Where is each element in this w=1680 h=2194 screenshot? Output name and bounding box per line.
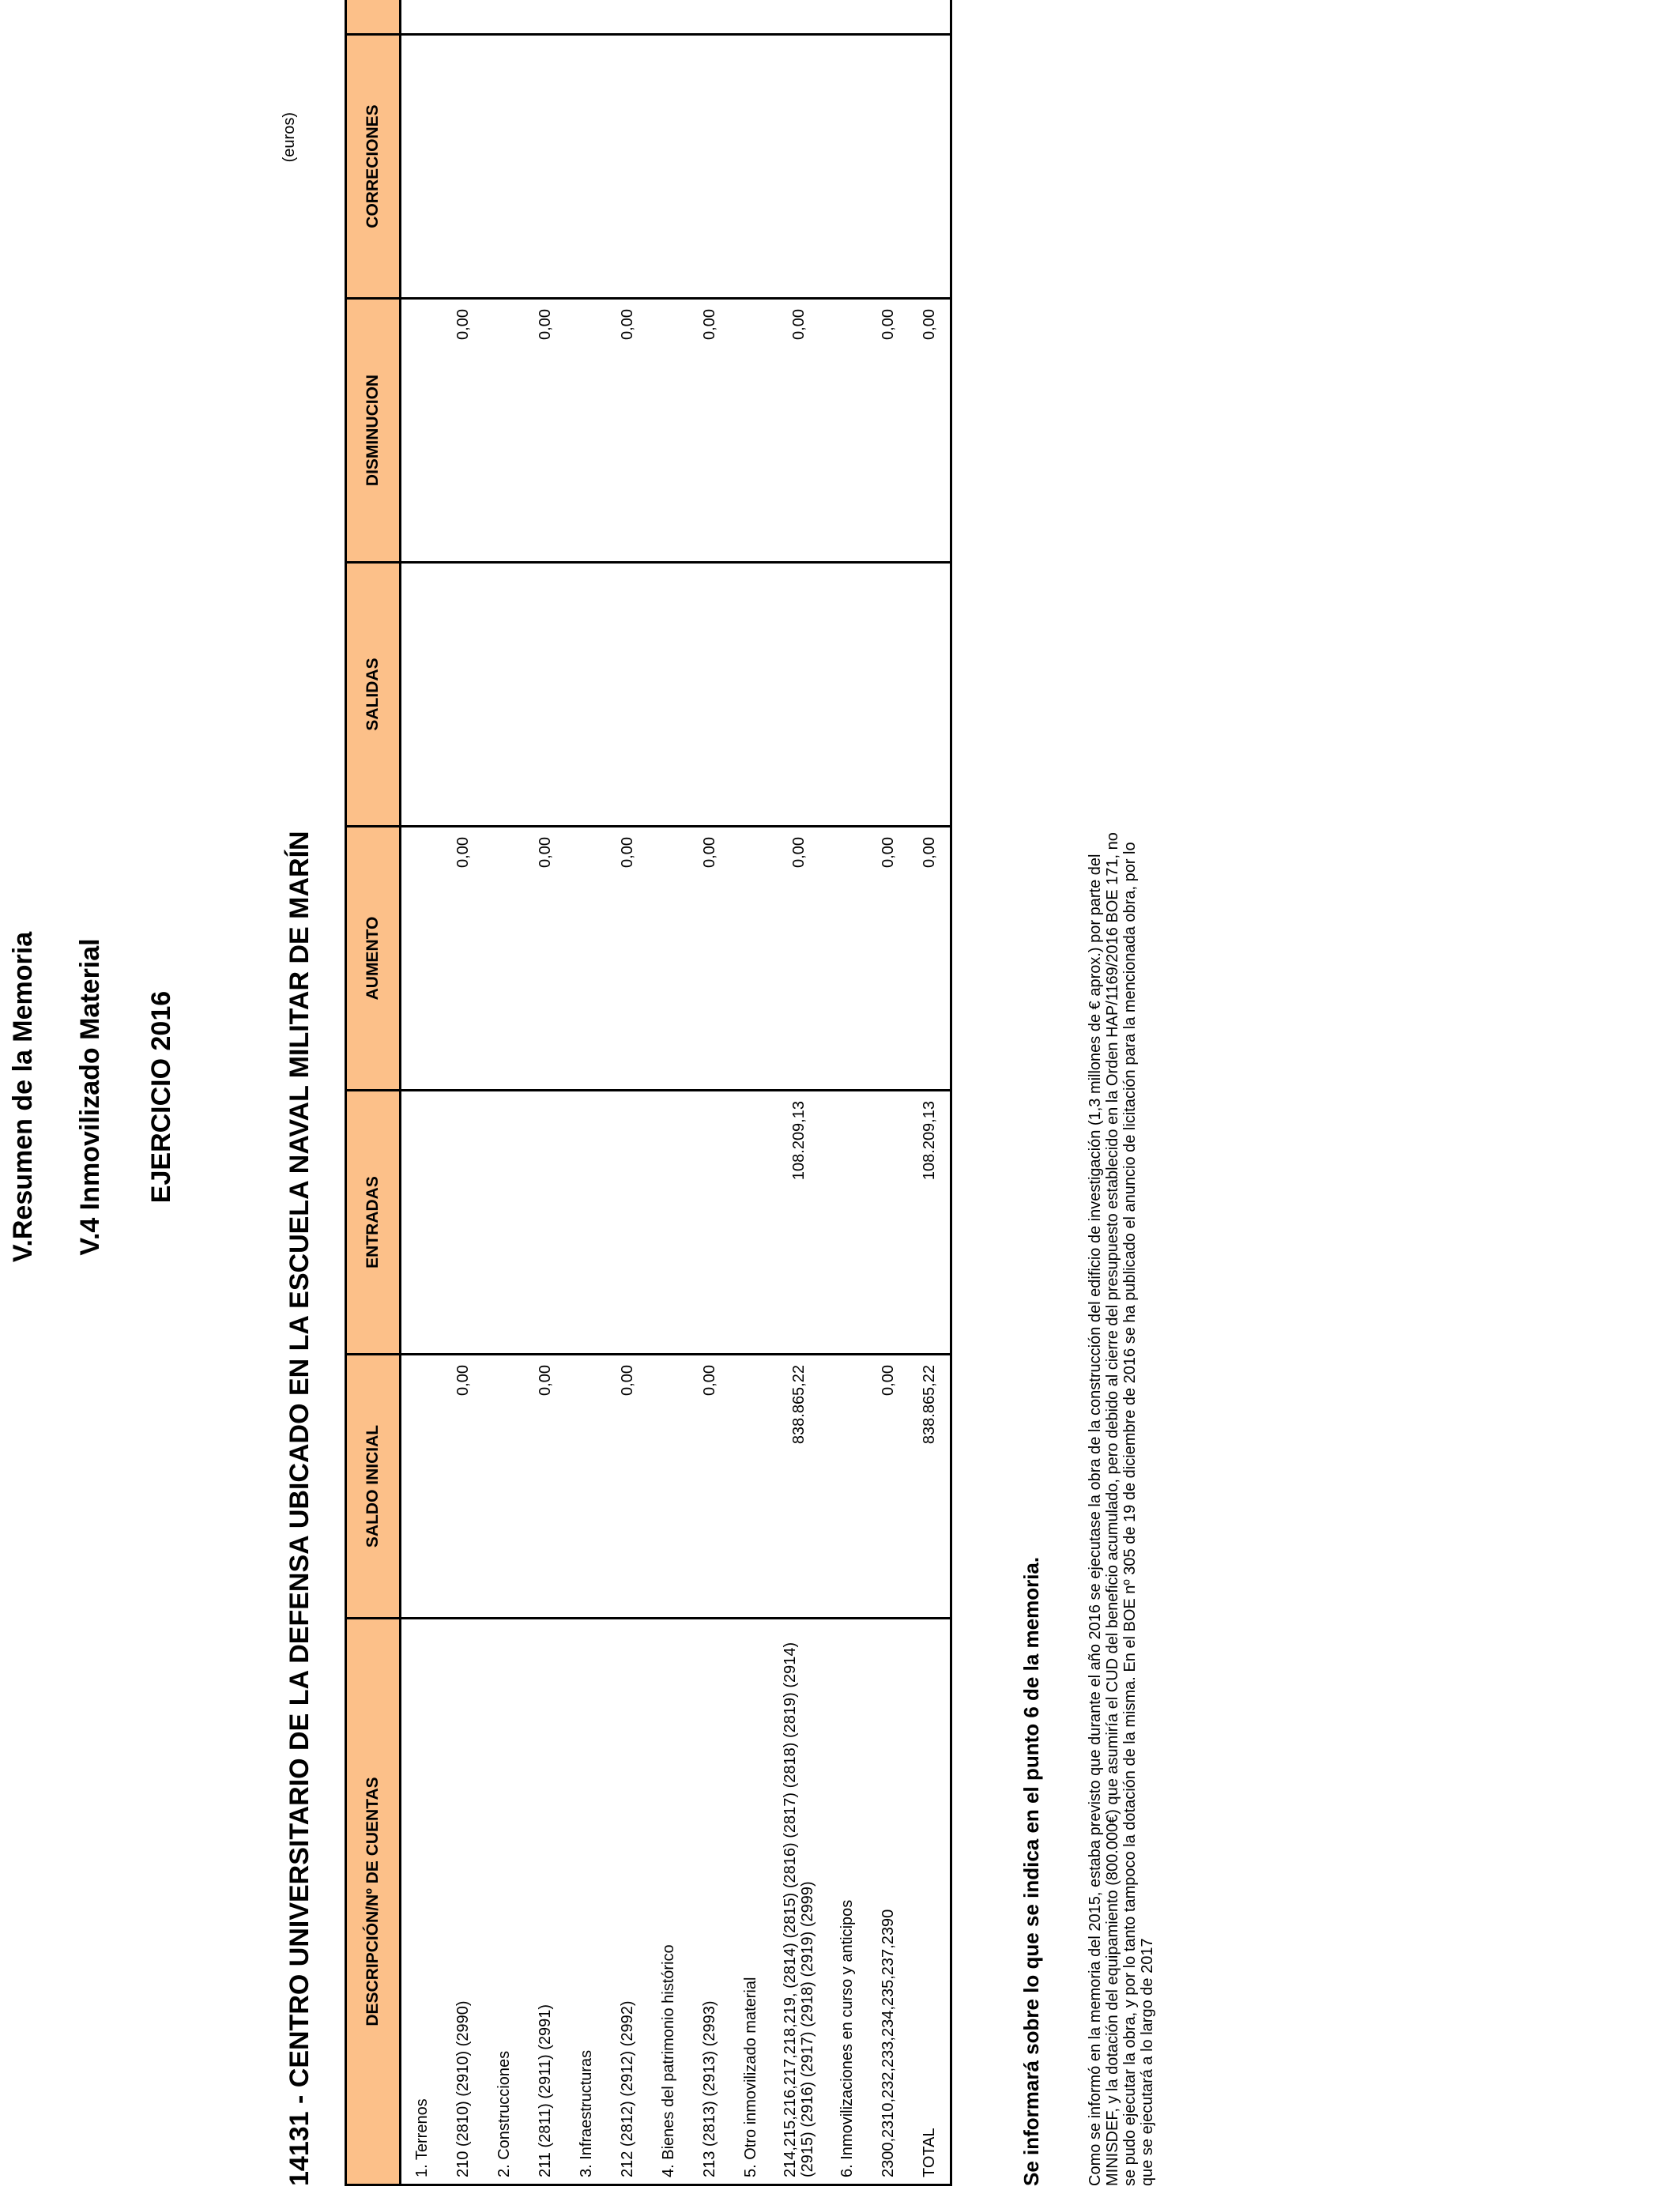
amount-cell: 0,00 — [689, 1355, 730, 1619]
table-body — [401, 0, 951, 2185]
amount-cell — [648, 299, 689, 563]
amount-cell — [607, 0, 648, 35]
table-row — [525, 0, 566, 2185]
amount-cell — [484, 35, 525, 299]
amount-cell — [827, 1355, 868, 1619]
amount-cell — [566, 35, 607, 299]
amount-cell — [566, 0, 607, 35]
amount-cell — [730, 1355, 771, 1619]
amount-cell — [771, 563, 827, 827]
amount-cell — [648, 827, 689, 1091]
amount-cell: 0,00 — [607, 299, 648, 563]
amount-cell — [443, 0, 484, 35]
fixed-assets-table — [345, 0, 952, 2186]
amount-cell — [909, 563, 951, 827]
account-description-cell: TOTAL — [909, 1619, 951, 2185]
amount-cell — [868, 1091, 909, 1355]
account-description-cell: 6. Inmovilizaciones en curso y anticipos — [827, 1619, 868, 2185]
amount-cell — [827, 35, 868, 299]
account-description-cell: 213 (2813) (2913) (2993) — [689, 1619, 730, 2185]
amount-cell — [401, 299, 443, 563]
amount-cell: 0,00 — [689, 827, 730, 1091]
amount-cell: 108.209,13 — [909, 1091, 951, 1355]
amount-cell: 0,00 — [443, 299, 484, 563]
amount-cell — [648, 1091, 689, 1355]
account-description-cell: 212 (2812) (2912) (2992) — [607, 1619, 648, 2185]
amount-cell — [525, 35, 566, 299]
amount-cell — [827, 0, 868, 35]
account-description-cell: 2. Construcciones — [484, 1619, 525, 2185]
table-row — [868, 0, 909, 2185]
amount-cell — [827, 1091, 868, 1355]
table-row — [771, 0, 827, 2185]
amount-cell — [868, 0, 909, 35]
amount-cell — [909, 35, 951, 299]
amount-cell — [730, 35, 771, 299]
amount-cell — [401, 1355, 443, 1619]
amount-cell — [827, 827, 868, 1091]
account-description-cell: 3. Infraestructuras — [566, 1619, 607, 2185]
section-title: V.4 Inmovilizado Material — [75, 938, 105, 1256]
column-header: SALDO INICIAL — [346, 1355, 401, 1619]
amount-cell — [607, 35, 648, 299]
amount-cell: 0,00 — [771, 827, 827, 1091]
amount-cell — [401, 827, 443, 1091]
amount-cell: 0,00 — [443, 1355, 484, 1619]
amount-cell — [484, 1355, 525, 1619]
column-header: CORRECIONES — [346, 35, 401, 299]
account-description-cell: 210 (2810) (2910) (2990) — [443, 1619, 484, 2185]
amount-cell — [401, 0, 443, 35]
column-header: ENTRADAS — [346, 1091, 401, 1355]
table-row — [909, 0, 951, 2185]
amount-cell — [525, 0, 566, 35]
amount-cell — [730, 299, 771, 563]
amount-cell — [909, 0, 951, 35]
amount-cell: 0,00 — [443, 827, 484, 1091]
header-row — [346, 0, 401, 2185]
amount-cell — [689, 0, 730, 35]
amount-cell — [689, 1091, 730, 1355]
amount-cell — [868, 563, 909, 827]
amount-cell — [689, 35, 730, 299]
amount-cell — [566, 1355, 607, 1619]
amount-cell — [525, 1091, 566, 1355]
table-row — [484, 0, 525, 2185]
account-description-cell: 2300,2310,232,233,234,235,237,2390 — [868, 1619, 909, 2185]
amount-cell — [771, 35, 827, 299]
amount-cell — [525, 563, 566, 827]
amount-cell — [484, 0, 525, 35]
amount-cell — [868, 35, 909, 299]
amount-cell: 0,00 — [607, 1355, 648, 1619]
amount-cell — [443, 35, 484, 299]
amount-cell — [689, 563, 730, 827]
amount-cell — [443, 563, 484, 827]
amount-cell — [607, 563, 648, 827]
table-row — [566, 0, 607, 2185]
column-header — [346, 0, 401, 35]
amount-cell: 0,00 — [525, 299, 566, 563]
amount-cell: 0,00 — [607, 827, 648, 1091]
amount-cell: 0,00 — [868, 1355, 909, 1619]
amount-cell: 0,00 — [909, 299, 951, 563]
amount-cell — [648, 0, 689, 35]
amount-cell — [443, 1091, 484, 1355]
column-header: SALIDAS — [346, 563, 401, 827]
amount-cell — [648, 35, 689, 299]
table-row — [607, 0, 648, 2185]
amount-cell — [484, 1091, 525, 1355]
amount-cell — [566, 563, 607, 827]
amount-cell: 108.209,13 — [771, 1091, 827, 1355]
amount-cell — [607, 1091, 648, 1355]
account-description-cell: 211 (2811) (2911) (2991) — [525, 1619, 566, 2185]
column-header: AUMENTO — [346, 827, 401, 1091]
table-row — [401, 0, 443, 2185]
table-row — [730, 0, 771, 2185]
amount-cell — [827, 563, 868, 827]
fiscal-year-title: EJERCICIO 2016 — [146, 990, 176, 1204]
amount-cell: 838.865,22 — [771, 1355, 827, 1619]
amount-cell — [827, 299, 868, 563]
amount-cell — [648, 1355, 689, 1619]
account-description-cell: 1. Terrenos — [401, 1619, 443, 2185]
amount-cell — [401, 35, 443, 299]
amount-cell — [401, 1091, 443, 1355]
amount-cell: 0,00 — [525, 827, 566, 1091]
amount-cell: 0,00 — [868, 299, 909, 563]
amount-cell: 0,00 — [689, 299, 730, 563]
currency-units: (euros) — [281, 112, 298, 163]
amount-cell — [484, 299, 525, 563]
amount-cell — [730, 827, 771, 1091]
table-row — [648, 0, 689, 2185]
amount-cell — [771, 0, 827, 35]
amount-cell — [484, 827, 525, 1091]
account-description-cell: 5. Otro inmovilizado material — [730, 1619, 771, 2185]
amount-cell — [730, 0, 771, 35]
report-title: V.Resumen de la Memoria — [8, 931, 38, 1263]
table-row — [689, 0, 730, 2185]
amount-cell: 0,00 — [771, 299, 827, 563]
amount-cell: 0,00 — [909, 827, 951, 1091]
table-header — [346, 0, 401, 2185]
amount-cell — [730, 563, 771, 827]
account-description-cell: 214,215,216,217,218,219, (2814) (2815) (2816) (2817) (2818) (2819) (2914) (2915) (2916) (2917) (2918) (2919) (2999) — [771, 1619, 827, 2185]
memory-note: Se informará sobre lo que se indica en el punto 6 de la memoria. — [1019, 1556, 1043, 2186]
amount-cell: 0,00 — [525, 1355, 566, 1619]
entity-title: 14131 - CENTRO UNIVERSITARIO DE LA DEFENSA UBICADO EN LA ESCUELA NAVAL MILITAR DE MARÍN — [284, 831, 315, 2186]
amount-cell — [566, 299, 607, 563]
column-header: DESCRIPCIÓN/Nº DE CUENTAS — [346, 1619, 401, 2185]
table-row — [443, 0, 484, 2185]
account-description-cell: 4. Bienes del patrimonio histórico — [648, 1619, 689, 2185]
amount-cell — [484, 563, 525, 827]
amount-cell: 838.865,22 — [909, 1355, 951, 1619]
amount-cell — [730, 1091, 771, 1355]
table-row — [827, 0, 868, 2185]
amount-cell — [648, 563, 689, 827]
amount-cell: 0,00 — [868, 827, 909, 1091]
amount-cell — [566, 827, 607, 1091]
column-header: DISMINUCION — [346, 299, 401, 563]
footnote: Como se informó en la memoria del 2015, estaba previsto que durante el año 2016 se ejecutase la obra de la construcción del edificio de investigación (1,3 millones de € aprox.) por parte del MINISDEF, y la dotación del equipamiento (800.000€) que asumiría el CUD del beneficio acumulado, pero debido al cierre del presupuesto establecido en la Orden HAP/1169/2016 BOE 171, no se pudo ejecutar la obra, y por lo tanto tampoco la dotación de la misma. En el BOE nº 305 de 19 de diciembre de 2016 se ha publicado el anuncio de licitación para la mencionada obra, por lo que se ejecutará a lo largo de 2017 — [1087, 832, 1156, 2186]
amount-cell — [566, 1091, 607, 1355]
amount-cell — [401, 563, 443, 827]
